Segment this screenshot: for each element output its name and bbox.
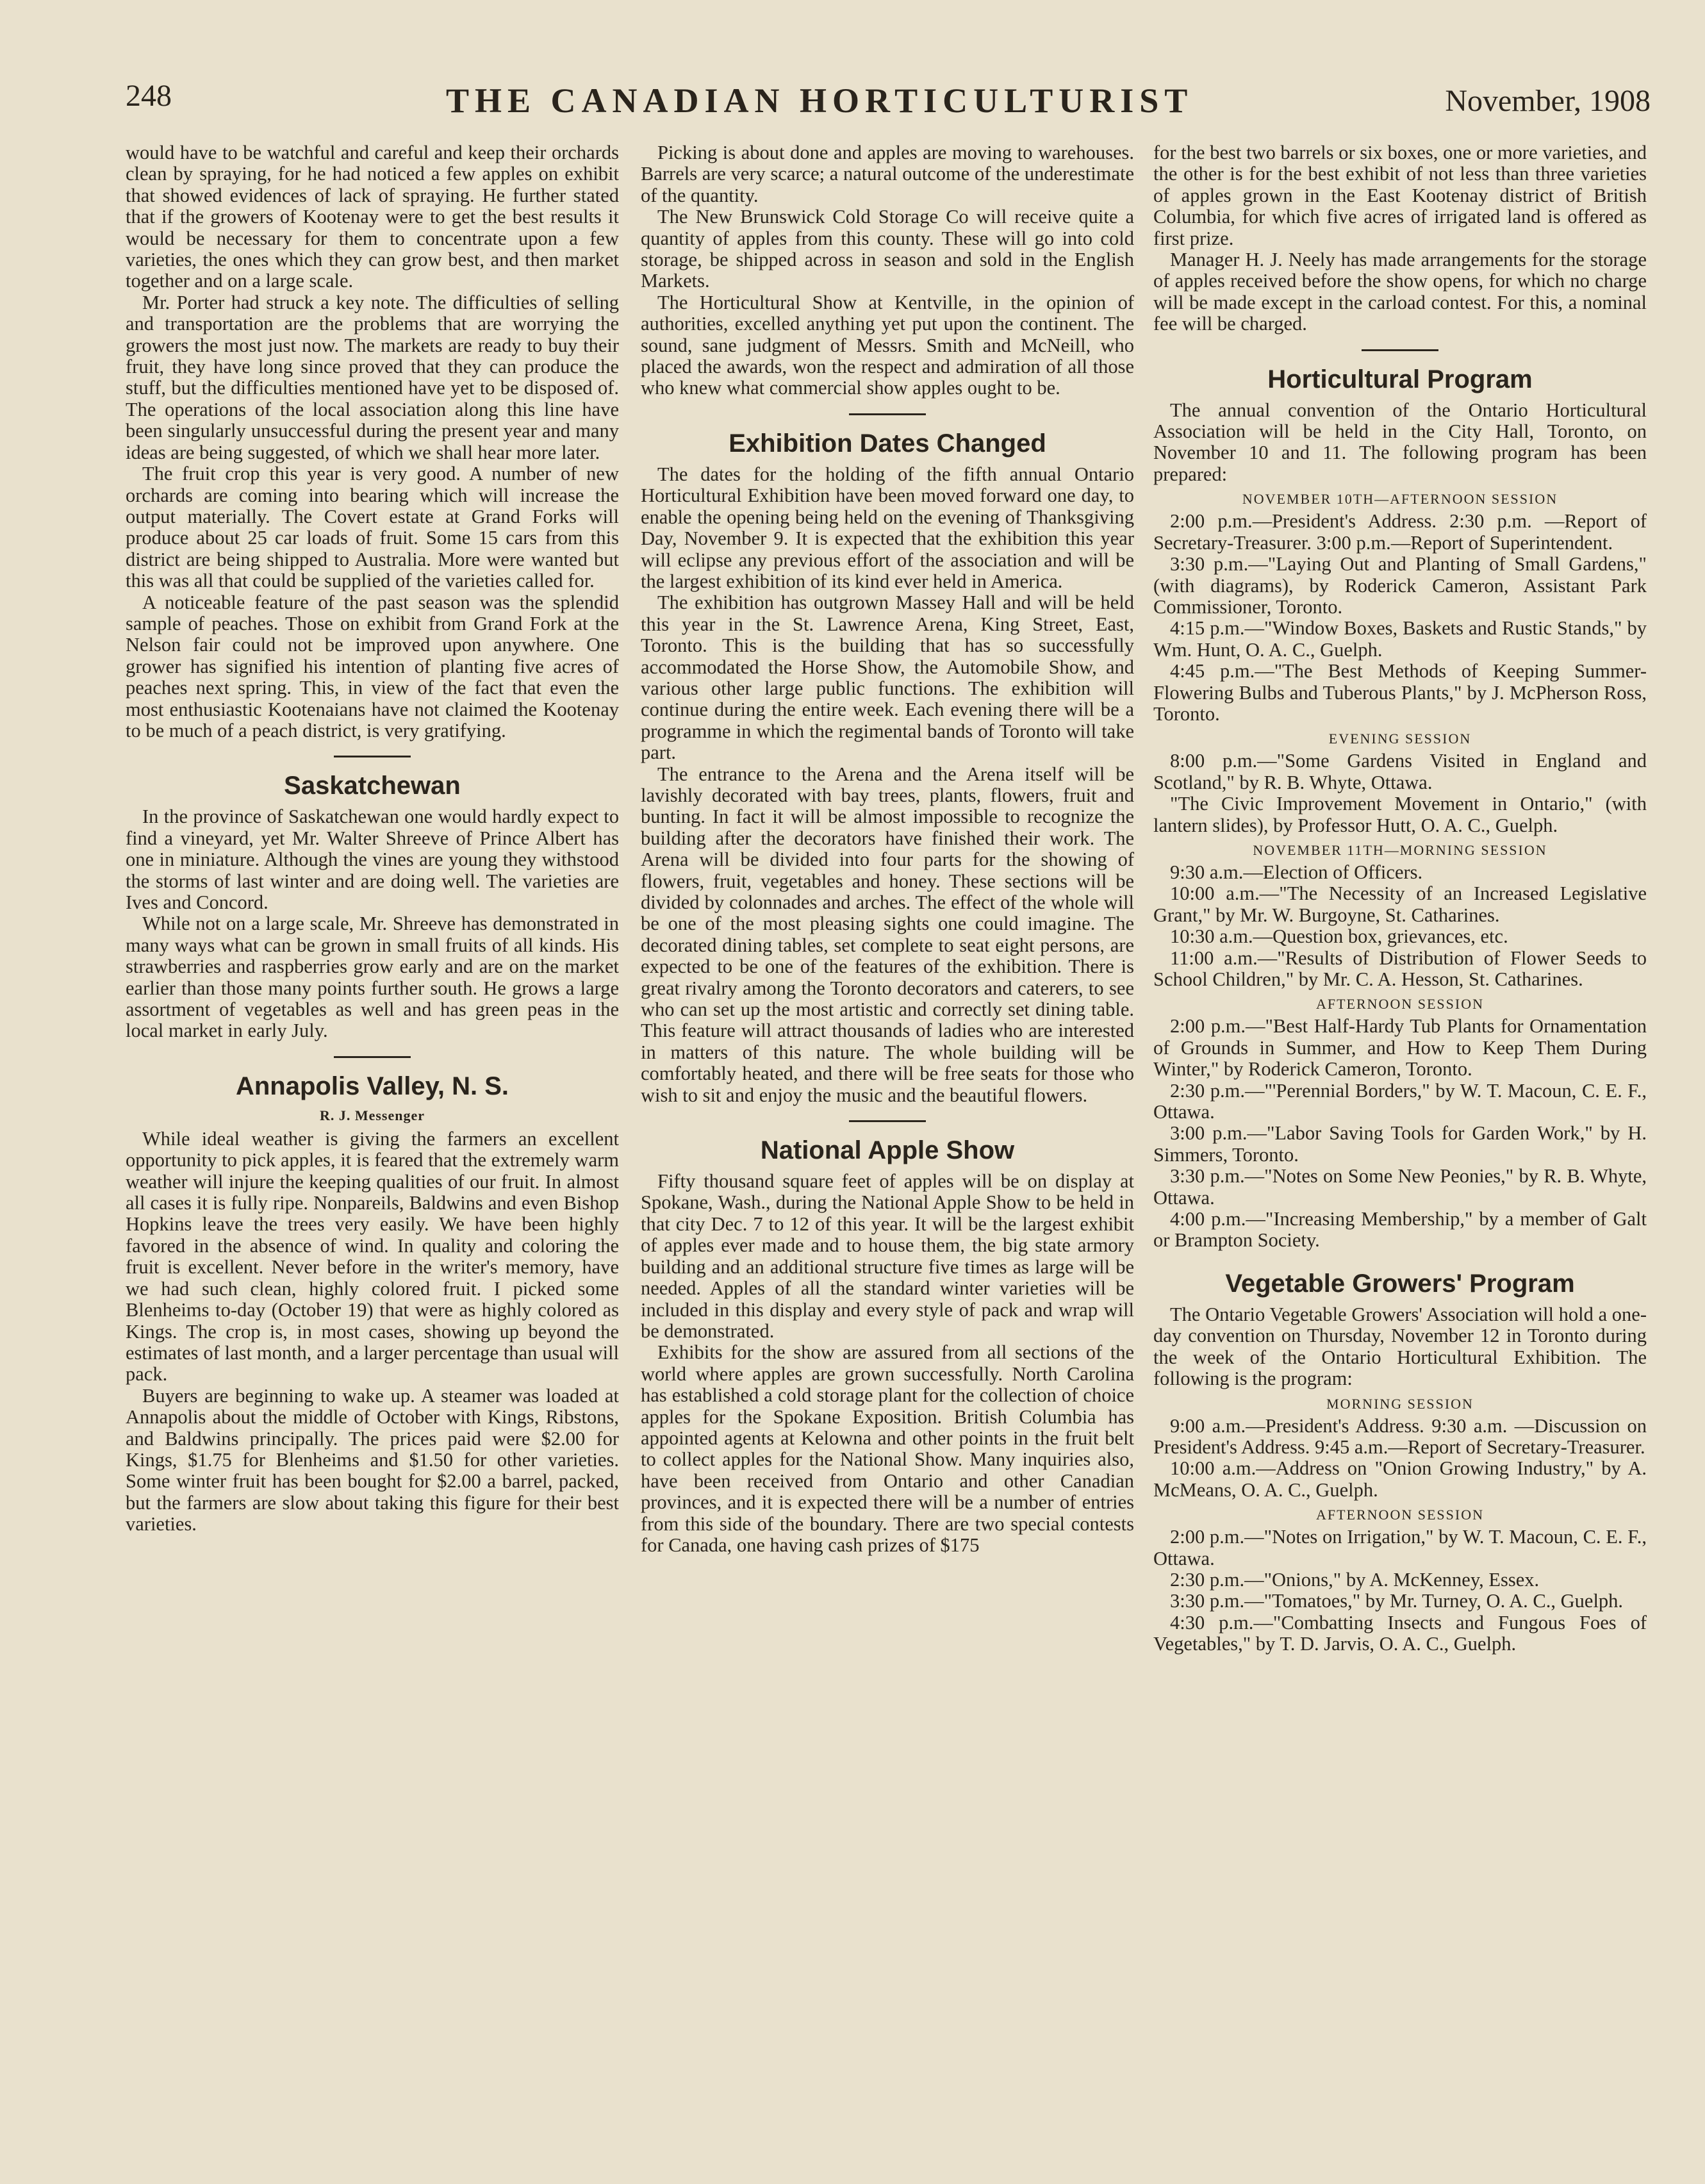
- program-item: 4:00 p.m.—"Increasing Membership," by a member of Galt or Brampton Society.: [1153, 1208, 1647, 1252]
- section-divider: [1362, 349, 1438, 351]
- heading-exhibition-dates: Exhibition Dates Changed: [729, 429, 1046, 458]
- section-divider: [849, 1120, 926, 1122]
- paragraph: Fifty thousand square feet of apples will be on display at Spokane, Wash., during the National Apple Show to be held in that city Dec. 7 to 12 of this year. It will be the largest exhibit of apples ever made and to house them, the big state armory building and an additional structure five times as large will be needed. Apples of all the standard winter varieties will be included in this display and every style of pack and wrap will be demonstrated.: [641, 1170, 1134, 1342]
- paragraph: would have to be watchful and careful and keep their orchards clean by spraying, for he had noticed a few apples on exhibit that showed evidences of lack of spraying. He further stated that if the growers of Kootenay were to get the best results it would be necessary for them to concentrate upon a few varieties, the ones which they can grow best, and then market together and on a large scale.: [126, 142, 619, 292]
- paragraph: The annual convention of the Ontario Horticultural Association will be held in the City Hall, Toronto, on November 10 and 11. The following program has been prepared:: [1153, 399, 1647, 485]
- session-heading: NOVEMBER 11TH—MORNING SESSION: [1253, 841, 1547, 858]
- program-item: 3:30 p.m.—"Tomatoes," by Mr. Turney, O. A. C., Guelph.: [1170, 1590, 1624, 1612]
- paragraph: The dates for the holding of the fifth annual Ontario Horticultural Exhibition have been moved forward one day, to enable the opening being held on the evening of Thanksgiving Day, November 9. It is expected that the exhibition this year will eclipse any previous effort of the association and will be the largest exhibition of its kind ever held in America.: [641, 463, 1134, 592]
- heading-national-apple-show: National Apple Show: [760, 1136, 1015, 1165]
- program-item: 2:30 p.m.—"'Perennial Borders," by W. T. Macoun, C. E. F., Ottawa.: [1153, 1079, 1647, 1123]
- page-number: 248: [126, 79, 172, 113]
- paragraph: Picking is about done and apples are moving to warehouses. Barrels are very scarce; a natural outcome of the underestimate of the quantity.: [641, 142, 1134, 206]
- column-1: [126, 142, 619, 1535]
- paragraph: The Horticultural Show at Kentville, in the opinion of authorities, excelled anything yet put upon the continent. The sound, sane judgment of Messrs. Smith and McNeill, who placed the awards, won the respect and admiration of all those who knew what commercial show apples ought to be.: [641, 291, 1134, 399]
- issue-date: November, 1908: [1445, 84, 1651, 118]
- column-3: [1153, 142, 1647, 1655]
- session-heading: AFTERNOON SESSION: [1316, 996, 1484, 1013]
- paragraph: Exhibits for the show are assured from all sections of the world where apples are grown successfully. North Carolina has established a cold storage plant for the collection of choice apples for the Spokane Exposition. British Columbia has appointed agents at Kelowna and other points in the fruit belt to collect apples for the National Show. Many inquiries also, have been received from Ontario and other Canadian provinces, and it is expected there will be a number of entries from this side of the boundary. There are two special contests for Canada, one having cash prizes of $175: [641, 1341, 1134, 1556]
- paragraph: While not on a large scale, Mr. Shreeve has demonstrated in many ways what can be grown in small fruits of all kinds. His strawberries and raspberries grow early and are on the market earlier than those many points further south. He grows a large assortment of vegetables as well and has green peas in the local market in early July.: [126, 913, 619, 1042]
- paragraph: The entrance to the Arena and the Arena itself will be lavishly decorated with bay trees, plants, flowers, fruit and bunting. In fact it will be almost impossible to recognize the building after the decorators have finished their work. The Arena will be divided into four parts for the showing of flowers, fruit, vegetables and honey. These sections will be divided by colonnades and arches. The effect of the whole will be one of the most pleasing sights one could imagine. The decorated dining tables, set complete to seat eight persons, are expected to be one of the features of the exhibition. There is great rivalry among the Toronto decorators and caterers, to see who can set up the most artistic and correctly set dining table. This feature will attract thousands of ladies who are interested in matters of this nature. The whole building will be comfortably heated, and there will be free seats for those who wish to sit and enjoy the music and the beautiful flowers.: [641, 763, 1134, 1106]
- program-item: 10:00 a.m.—"The Necessity of an Increased Legislative Grant," by Mr. W. Burgoyne, St. Catharines.: [1153, 882, 1647, 926]
- paragraph: The exhibition has outgrown Massey Hall and will be held this year in the St. Lawrence Arena, King Street, East, Toronto. This is the building that has so successfully accommodated the Horse Show, the Automobile Show, and various other large public functions. The exhibition will continue during the entire week. Each evening there will be a programme in which the regimental bands of Toronto will take part.: [641, 592, 1134, 764]
- program-item: 3:00 p.m.—"Labor Saving Tools for Garden Work," by H. Simmers, Toronto.: [1153, 1122, 1647, 1166]
- heading-annapolis-valley: Annapolis Valley, N. S.: [235, 1071, 509, 1100]
- paragraph: In the province of Saskatchewan one would hardly expect to find a vineyard, yet Mr. Walter Shreeve of Prince Albert has one in miniature. Although the vines are young they withstood the storms of last winter and are doing well. The varieties are Ives and Concord.: [126, 806, 619, 913]
- paragraph: Buyers are beginning to wake up. A steamer was loaded at Annapolis about the middle of October with Kings, Ribstons, and Baldwins principally. The prices paid were $2.00 for Kings, $1.75 for Blenheims and $1.50 for other varieties. Some winter fruit has been bought for $2.00 a barrel, packed, but the farmers are slow about taking this figure for their best varieties.: [126, 1384, 619, 1535]
- program-item: 8:00 p.m.—"Some Gardens Visited in England and Scotland," by R. B. Whyte, Ottawa.: [1153, 750, 1647, 793]
- heading-horticultural-program: Horticultural Program: [1267, 365, 1533, 393]
- running-title: THE CANADIAN HORTICULTURIST: [446, 81, 1194, 120]
- paragraph: The Ontario Vegetable Growers' Association will hold a one-day convention on Thursday, November 12 in Toronto during the week of the Ontario Horticultural Exhibition. The following is the program:: [1153, 1303, 1647, 1390]
- paragraph: Manager H. J. Neely has made arrangements for the storage of apples received before the show opens, for which no charge will be made except in the carload contest. For this, a nominal fee will be charged.: [1153, 249, 1647, 335]
- section-divider: [849, 413, 926, 415]
- paragraph: A noticeable feature of the past season was the splendid sample of peaches. Those on exhibit from Grand Fork at the Nelson fair could not be improved upon anywhere. One grower has signified his intention of planting five acres of peaches next spring. This, in view of the fact that even the most enthusiastic Kootenaians have not claimed the Kootenay to be much of a peach district, is very gratifying.: [126, 591, 619, 741]
- program-item: 3:30 p.m.—"Notes on Some New Peonies," by R. B. Whyte, Ottawa.: [1153, 1165, 1647, 1209]
- program-item: 2:00 p.m.—"Notes on Irrigation," by W. T. Macoun, C. E. F., Ottawa.: [1153, 1526, 1647, 1569]
- column-2: [641, 142, 1134, 1556]
- session-heading: NOVEMBER 10TH—AFTERNOON SESSION: [1242, 491, 1558, 508]
- program-item: 9:30 a.m.—Election of Officers.: [1170, 861, 1423, 883]
- paragraph: The New Brunswick Cold Storage Co will receive quite a quantity of apples from this county. These will go into cold storage, be shipped across in season and sold in the English Markets.: [641, 206, 1134, 292]
- paragraph: Mr. Porter had struck a key note. The difficulties of selling and transportation are the problems that are worrying the growers the most just now. The markets are ready to buy their fruit, they have long since proved that they can produce the stuff, but the difficulties mentioned have yet to be disposed of. The operations of the local association along this line have been singularly unsuccessful during the present year and many ideas are being suggested, of which we shall hear more later.: [126, 291, 619, 463]
- program-item: 3:30 p.m.—"Laying Out and Planting of Small Gardens," (with diagrams), by Roderick Cameron, Assistant Park Commissioner, Toronto.: [1153, 553, 1647, 618]
- byline: R. J. Messenger: [319, 1107, 425, 1123]
- program-item: 4:30 p.m.—"Combatting Insects and Fungous Foes of Vegetables," by T. D. Jarvis, O. A. C., Guelph.: [1153, 1611, 1647, 1655]
- program-item: "The Civic Improvement Movement in Ontario," (with lantern slides), by Professor Hutt, O. A. C., Guelph.: [1153, 793, 1647, 836]
- program-item: 2:00 p.m.—"Best Half-Hardy Tub Plants for Ornamentation of Grounds in Summer, and How to Keep Them During Winter," by Roderick Cameron, Toronto.: [1153, 1015, 1647, 1080]
- program-item: 4:45 p.m.—"The Best Methods of Keeping Summer-Flowering Bulbs and Tuberous Plants," by J. McPherson Ross, Toronto.: [1153, 660, 1647, 725]
- paragraph: While ideal weather is giving the farmers an excellent opportunity to pick apples, it is feared that the extremely warm weather will injure the keeping qualities of our fruit. In almost all cases it is fully ripe. Nonpareils, Baldwins and even Bishop Hopkins leave the trees very easily. We have been highly favored in the absence of wind. In quality and coloring the fruit is excellent. Never before in the writer's memory, have we had such clean, highly colored fruit. I picked some Blenheims to-day (October 19) that were as highly colored as Kings. The crop is, in most cases, showing up beyond the estimates of last month, and a larger percentage than usual will pack.: [126, 1127, 619, 1386]
- program-item: 10:30 a.m.—Question box, grievances, etc.: [1170, 925, 1508, 948]
- section-divider: [334, 1056, 411, 1058]
- program-item: 2:30 p.m.—"Onions," by A. McKenney, Essex.: [1170, 1568, 1540, 1591]
- paragraph: The fruit crop this year is very good. A number of new orchards are coming into bearing which will increase the output materially. The Covert estate at Grand Forks will produce about 25 car loads of fruit. Some 15 cars from this district are being shipped to Australia. More were wanted but this was all that could be supplied of the varieties called for.: [126, 463, 619, 592]
- session-heading: AFTERNOON SESSION: [1316, 1507, 1484, 1523]
- program-item: 10:00 a.m.—Address on "Onion Growing Industry," by A. McMeans, O. A. C., Guelph.: [1153, 1457, 1647, 1501]
- paragraph: for the best two barrels or six boxes, one or more varieties, and the other is for the best exhibit of not less than three varieties of apples grown in the East Kootenay district of British Columbia, for which five acres of irrigated land is offered as first prize.: [1153, 142, 1647, 249]
- section-divider: [334, 756, 411, 757]
- program-item: 9:00 a.m.—President's Address. 9:30 a.m. —Discussion on President's Address. 9:45 a.m.—Report of Secretary-Treasurer.: [1153, 1414, 1647, 1458]
- page-header: [126, 70, 1651, 128]
- heading-saskatchewan: Saskatchewan: [284, 772, 461, 800]
- heading-vegetable-growers-program: Vegetable Growers' Program: [1225, 1269, 1575, 1298]
- program-item: 4:15 p.m.—"Window Boxes, Baskets and Rustic Stands," by Wm. Hunt, O. A. C., Guelph.: [1153, 617, 1647, 661]
- session-heading: MORNING SESSION: [1326, 1395, 1474, 1412]
- program-item: 11:00 a.m.—"Results of Distribution of Flower Seeds to School Children," by Mr. C. A. Hesson, St. Catharines.: [1153, 947, 1647, 990]
- program-item: 2:00 p.m.—President's Address. 2:30 p.m. —Report of Secretary-Treasurer. 3:00 p.m.—Report of Superintendent.: [1153, 510, 1647, 554]
- session-heading: EVENING SESSION: [1328, 731, 1472, 747]
